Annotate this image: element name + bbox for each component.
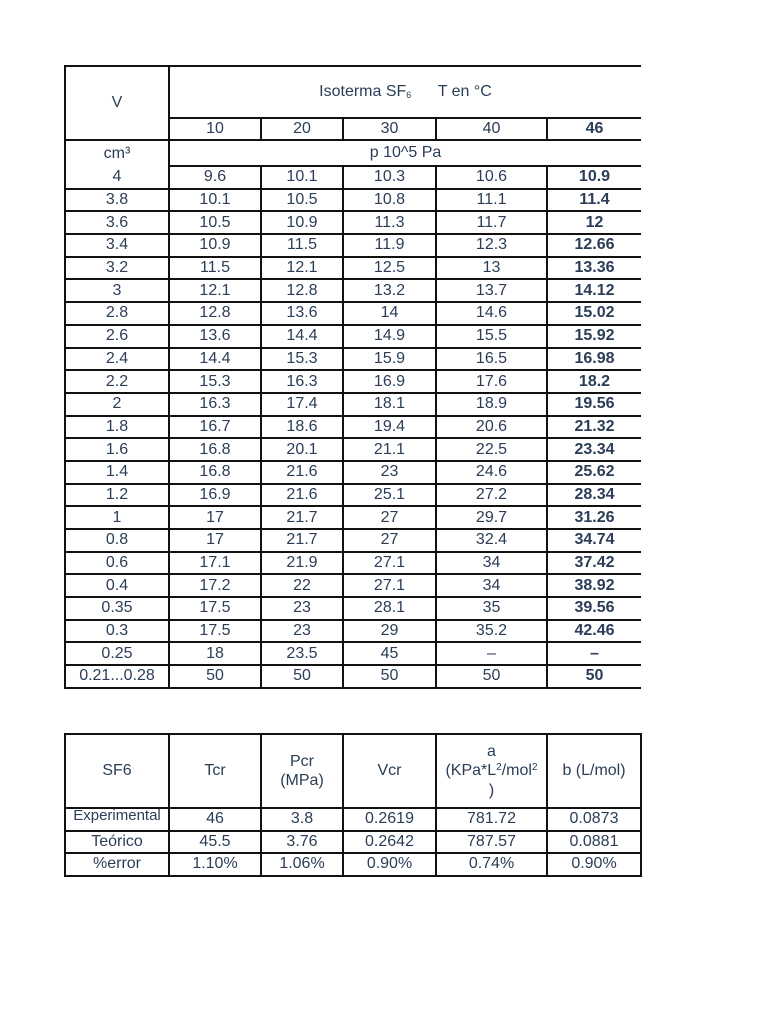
pressure-cell: 22.5: [436, 438, 547, 461]
volume-cell: 3.8: [65, 189, 169, 212]
property-value: 0.2642: [343, 831, 436, 854]
isotherm-row: [65, 597, 641, 620]
a-unit-2: /mol: [501, 762, 532, 780]
isotherm-row: [65, 484, 641, 507]
isotherm-row: [65, 302, 641, 325]
pressure-cell: 11.5: [169, 257, 261, 280]
isotherm-row: [65, 166, 641, 189]
volume-cell: 3.4: [65, 234, 169, 257]
pressure-cell: 13.2: [343, 279, 436, 302]
pressure-cell: 35: [436, 597, 547, 620]
pcr-unit: (MPa): [280, 772, 324, 789]
pressure-cell: 11.7: [436, 211, 547, 234]
isotherm-title: [169, 66, 641, 118]
pressure-cell: 13.7: [436, 279, 547, 302]
pressure-cell: 16.5: [436, 348, 547, 371]
volume-cell: 1.8: [65, 416, 169, 439]
property-value: 46: [169, 808, 261, 831]
volume-cell: 3: [65, 279, 169, 302]
pressure-cell: 15.92: [547, 325, 641, 348]
pressure-cell: 13.6: [169, 325, 261, 348]
pressure-cell: 45: [343, 642, 436, 665]
pressure-cell: 22: [261, 574, 343, 597]
isotherm-row: [65, 257, 641, 280]
pressure-cell: 10.6: [436, 166, 547, 189]
title-sub: 6: [406, 90, 412, 100]
volume-cell: 4: [65, 166, 169, 189]
pressure-cell: 50: [169, 665, 261, 688]
volume-cell: 0.35: [65, 597, 169, 620]
pressure-cell: 23.5: [261, 642, 343, 665]
pressure-cell: 21.9: [261, 552, 343, 575]
pressure-cell: 10.9: [547, 166, 641, 189]
row-label: %error: [65, 853, 169, 876]
properties-row: [65, 808, 641, 831]
isotherm-row: [65, 642, 641, 665]
a-label: a: [487, 743, 496, 761]
pressure-cell: 17.5: [169, 597, 261, 620]
a-unit-3: ): [488, 781, 495, 799]
property-value: 3.76: [261, 831, 343, 854]
pressure-cell: 17.1: [169, 552, 261, 575]
pressure-cell: 12.5: [343, 257, 436, 280]
isotherm-row: [65, 529, 641, 552]
property-value: 0.0881: [547, 831, 641, 854]
title-main: Isoterma SF: [319, 83, 407, 100]
pressure-cell: 21.32: [547, 416, 641, 439]
property-value: 1.10%: [169, 853, 261, 876]
a-header: [436, 734, 547, 808]
property-value: 3.8: [261, 808, 343, 831]
isotherm-row: [65, 234, 641, 257]
pressure-cell: 14.12: [547, 279, 641, 302]
pressure-cell: 27.1: [343, 574, 436, 597]
pressure-cell: 28.34: [547, 484, 641, 507]
property-value: 787.57: [436, 831, 547, 854]
a-sup-1: 2: [496, 762, 502, 774]
pressure-cell: 23: [343, 461, 436, 484]
volume-cell: 1.6: [65, 438, 169, 461]
pressure-cell: 18.1: [343, 393, 436, 416]
property-value: 0.0873: [547, 808, 641, 831]
isotherm-row: [65, 620, 641, 643]
pressure-cell: 19.56: [547, 393, 641, 416]
property-value: 0.2619: [343, 808, 436, 831]
pressure-cell: 18.6: [261, 416, 343, 439]
row-label: Experimental: [65, 808, 169, 831]
pressure-cell: 16.3: [169, 393, 261, 416]
isotherm-row: [65, 325, 641, 348]
pressure-cell: 27.2: [436, 484, 547, 507]
pressure-unit: p 10^5 Pa: [169, 140, 641, 166]
volume-cell: 0.4: [65, 574, 169, 597]
volume-cell: 0.25: [65, 642, 169, 665]
pressure-cell: 11.4: [547, 189, 641, 212]
property-value: 0.74%: [436, 853, 547, 876]
pressure-cell: 34: [436, 574, 547, 597]
property-value: 0.90%: [343, 853, 436, 876]
volume-unit: cm³: [65, 140, 169, 166]
pressure-cell: 21.7: [261, 506, 343, 529]
volume-cell: 3.6: [65, 211, 169, 234]
temp-header: 20: [261, 118, 343, 140]
pressure-cell: 15.9: [343, 348, 436, 371]
v-header: [65, 66, 169, 140]
isotherm-row: [65, 279, 641, 302]
property-value: 1.06%: [261, 853, 343, 876]
isotherm-row: [65, 348, 641, 371]
pcr-label: Pcr: [290, 752, 314, 770]
isotherm-row: [65, 438, 641, 461]
pressure-cell: 10.1: [169, 189, 261, 212]
pressure-cell: 28.1: [343, 597, 436, 620]
volume-cell: 2.2: [65, 370, 169, 393]
isotherm-row: [65, 552, 641, 575]
a-unit-1: (KPa*L: [445, 762, 497, 780]
pressure-cell: 14.9: [343, 325, 436, 348]
isotherm-row: [65, 665, 641, 688]
pressure-cell: 21.6: [261, 484, 343, 507]
pressure-cell: –: [436, 642, 547, 665]
volume-cell: 1.4: [65, 461, 169, 484]
pressure-cell: 42.46: [547, 620, 641, 643]
pressure-cell: 16.98: [547, 348, 641, 371]
pressure-cell: 29: [343, 620, 436, 643]
pressure-cell: 50: [436, 665, 547, 688]
pressure-cell: 23: [261, 620, 343, 643]
temp-header: 10: [169, 118, 261, 140]
pressure-cell: 12.8: [169, 302, 261, 325]
temp-header: 30: [343, 118, 436, 140]
pressure-cell: 23: [261, 597, 343, 620]
pressure-cell: 32.4: [436, 529, 547, 552]
pressure-cell: 50: [343, 665, 436, 688]
pressure-cell: 38.92: [547, 574, 641, 597]
volume-cell: 0.6: [65, 552, 169, 575]
isotherm-row: [65, 189, 641, 212]
pressure-cell: 39.56: [547, 597, 641, 620]
b-header: b (L/mol): [547, 734, 641, 808]
pressure-cell: 50: [261, 665, 343, 688]
pressure-cell: 10.3: [343, 166, 436, 189]
v-label: V: [111, 94, 123, 111]
pressure-cell: –: [547, 642, 641, 665]
pressure-cell: 27.1: [343, 552, 436, 575]
critical-properties-table: [64, 733, 642, 877]
pressure-cell: 35.2: [436, 620, 547, 643]
pressure-cell: 17: [169, 529, 261, 552]
pressure-cell: 12.8: [261, 279, 343, 302]
pressure-cell: 10.5: [169, 211, 261, 234]
pressure-cell: 21.6: [261, 461, 343, 484]
pressure-cell: 12: [547, 211, 641, 234]
pressure-cell: 15.5: [436, 325, 547, 348]
volume-cell: 1: [65, 506, 169, 529]
pressure-cell: 34: [436, 552, 547, 575]
volume-cell: 2.4: [65, 348, 169, 371]
volume-cell: 1.2: [65, 484, 169, 507]
volume-cell: 3.2: [65, 257, 169, 280]
pressure-cell: 10.9: [261, 211, 343, 234]
pressure-cell: 15.02: [547, 302, 641, 325]
pressure-cell: 21.1: [343, 438, 436, 461]
properties-row: [65, 831, 641, 854]
pressure-cell: 17.6: [436, 370, 547, 393]
pressure-cell: 17.5: [169, 620, 261, 643]
pressure-cell: 27: [343, 506, 436, 529]
pressure-cell: 37.42: [547, 552, 641, 575]
row-label: Teórico: [65, 831, 169, 854]
property-value: 0.90%: [547, 853, 641, 876]
temp-header: 46: [547, 118, 641, 140]
vcr-header: Vcr: [343, 734, 436, 808]
pressure-cell: 11.1: [436, 189, 547, 212]
pressure-cell: 20.6: [436, 416, 547, 439]
pressure-cell: 18.9: [436, 393, 547, 416]
pressure-cell: 50: [547, 665, 641, 688]
pcr-header: [261, 734, 343, 808]
pressure-cell: 11.5: [261, 234, 343, 257]
pressure-cell: 12.66: [547, 234, 641, 257]
tcr-header: Tcr: [169, 734, 261, 808]
pressure-cell: 14: [343, 302, 436, 325]
pressure-cell: 19.4: [343, 416, 436, 439]
pressure-cell: 16.9: [343, 370, 436, 393]
a-sup-2: 2: [531, 762, 538, 774]
pressure-cell: 10.9: [169, 234, 261, 257]
isotherm-row: [65, 416, 641, 439]
pressure-cell: 13.36: [547, 257, 641, 280]
pressure-cell: 16.8: [169, 461, 261, 484]
pressure-cell: 34.74: [547, 529, 641, 552]
pressure-cell: 20.1: [261, 438, 343, 461]
volume-cell: 0.8: [65, 529, 169, 552]
volume-cell: 0.3: [65, 620, 169, 643]
pressure-cell: 29.7: [436, 506, 547, 529]
property-value: 45.5: [169, 831, 261, 854]
pressure-cell: 9.6: [169, 166, 261, 189]
pressure-cell: 15.3: [169, 370, 261, 393]
pressure-cell: 14.6: [436, 302, 547, 325]
volume-cell: 2.6: [65, 325, 169, 348]
pressure-cell: 10.5: [261, 189, 343, 212]
pressure-cell: 12.3: [436, 234, 547, 257]
sf6-header: SF6: [65, 734, 169, 808]
pressure-cell: 15.3: [261, 348, 343, 371]
isotherm-row: [65, 211, 641, 234]
pressure-cell: 27: [343, 529, 436, 552]
title-t: T en °C: [437, 83, 492, 100]
pressure-cell: 12.1: [169, 279, 261, 302]
pressure-cell: 17: [169, 506, 261, 529]
volume-cell: 2: [65, 393, 169, 416]
pressure-cell: 17.2: [169, 574, 261, 597]
pressure-cell: 16.8: [169, 438, 261, 461]
pressure-cell: 31.26: [547, 506, 641, 529]
volume-cell: 0.21...0.28: [65, 665, 169, 688]
isotherm-row: [65, 506, 641, 529]
pressure-cell: 13: [436, 257, 547, 280]
pressure-cell: 11.9: [343, 234, 436, 257]
pressure-cell: 10.1: [261, 166, 343, 189]
pressure-cell: 10.8: [343, 189, 436, 212]
pressure-cell: 25.1: [343, 484, 436, 507]
pressure-cell: 25.62: [547, 461, 641, 484]
pressure-cell: 12.1: [261, 257, 343, 280]
pressure-cell: 14.4: [169, 348, 261, 371]
isotherm-row: [65, 393, 641, 416]
pressure-cell: 18: [169, 642, 261, 665]
pressure-cell: 18.2: [547, 370, 641, 393]
pressure-cell: 11.3: [343, 211, 436, 234]
pressure-cell: 16.3: [261, 370, 343, 393]
pressure-cell: 21.7: [261, 529, 343, 552]
pressure-cell: 13.6: [261, 302, 343, 325]
isotherm-table: [64, 65, 641, 689]
pressure-cell: 14.4: [261, 325, 343, 348]
volume-cell: 2.8: [65, 302, 169, 325]
pressure-cell: 16.7: [169, 416, 261, 439]
property-value: 781.72: [436, 808, 547, 831]
pressure-cell: 24.6: [436, 461, 547, 484]
isotherm-row: [65, 461, 641, 484]
isotherm-row: [65, 574, 641, 597]
isotherm-row: [65, 370, 641, 393]
properties-row: [65, 853, 641, 876]
pressure-cell: 23.34: [547, 438, 641, 461]
temp-header: 40: [436, 118, 547, 140]
pressure-cell: 16.9: [169, 484, 261, 507]
pressure-cell: 17.4: [261, 393, 343, 416]
